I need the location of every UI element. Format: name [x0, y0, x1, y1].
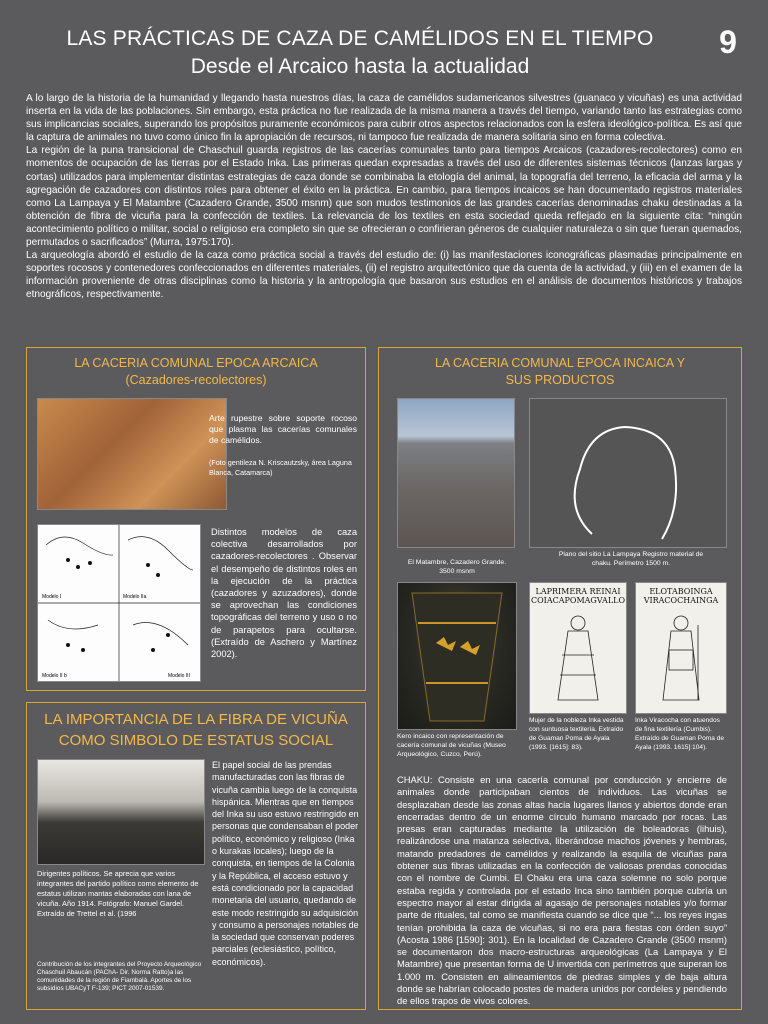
la-lampaya-plan: [529, 398, 727, 548]
model-label-4: Modelo III: [168, 673, 190, 679]
intro-text: [26, 92, 742, 302]
inca-viracocha-caption: Inka Viracocha con atuendos de fina textilería (Cumbis). Extraído de Guaman Poma de Ayala (1993. 1615]:104).: [635, 717, 725, 751]
la-lampaya-caption: Plano del sitio La Lampaya Registro material de chaku. Perímetro 1500 m.: [558, 551, 704, 567]
model-label-1: Modelo I: [42, 594, 62, 600]
page-number: 9: [719, 24, 737, 60]
politicians-photo: [37, 759, 205, 865]
el-matambre-photo: [397, 398, 515, 548]
fibra-title: LA IMPORTANCIA DE LA FIBRA DE VICUÑA: [44, 711, 348, 728]
politicians-caption: Dirigentes políticos. Se aprecia que varios integrantes del partido político como elemento de estatus utilizan mantas elaboradas con lana de vicuña. Año 1914. Fotógrafo: Manuel Gardel. Extraído de Trettel et al. (1996: [37, 869, 199, 918]
project-credits: Contribución de los integrantes del Proyecto Arqueológico Chaschuil Abaucán (PAChA- Dir. Norma Ratto)a las comunidades de la región de Fiambalá. Aportes de los subsidios UBACyT F-139; PICT 2007-01539.: [37, 961, 202, 992]
incaica-title: LA CACERIA COMUNAL EPOCA INCAICA Y: [434, 356, 686, 370]
chaku-text: CHAKU: Consiste en una cacería comunal por conducción y encierre de animales donde participaban cientos de individuos. Las vicuñas se desplazaban desde las zonas altas hacia lugares llanos y abiertos donde eran encerradas dentro de un enorme círculo humano marcado por rocas. Las presas eran capturadas mediante la utilización de boleadoras (lihuis), realizándose una matanza selectiva, liberándose machos jóvenes y hembras, matando predadores de camélidos y realizando la esquila de vicuñas para obtener sus fibras utilizadas en la confección de valiosas prendas conocidas con el nombre de Cumbi. El Chaku era una caza solemne no solo porque estaba regida y controlada por el estado Inca sino también porque cubría un espectro mayor al estar dirigida al agasajo de personajes notables y/o formar parte de rituales, tal como se manifiesta cuando se dice que “... los reyes ingas tenían prohibida la caza de vicuñas, si no era para fiestas con órden suyo” (Acosta 1986 [1590]: 301). En la localidad de Cazadero Grande (3500 msnm) se documentaron dos macro-estructuras arqueológicas (La Lampaya y El Matambre) que presentan forma de U invertida con perímetros que superan los 1.000 m. Consisten en alineamientos de piedras simples y de baja altura donde se habrían colocado postes de madera unidos por cordeles y pendiendo de ellos trapos de vivos colores.: [397, 774, 727, 1007]
panel-arcaica: [26, 347, 366, 691]
incaica-subtitle: SUS PRODUCTOS: [505, 373, 615, 387]
inca-viracocha-drawing: [635, 582, 727, 714]
arcaica-title: LA CACERIA COMUNAL EPOCA ARCAICA: [74, 356, 318, 370]
intro-paragraph-3: La arqueología abordó el estudio de la caza como práctica social a través del estudio de: (i) las manifestaciones iconográficas plasmadas principalmente en soportes rocosos y contenedores confeccionados en diferentes materiales, (ii) el registro arquitectónico que da cuenta de la actividad, y (iii) en el examen de la información proveniente de otras disciplinas como la historia y la antropología que basaron sus estudios en el análisis de documentos históricos y trabajos etnográficos, respectivamente.: [26, 250, 742, 301]
kero-caption: Kero incaico con representación de cacería comunal de vicuñas (Museo Arqueológico, Cuzco, Perú).: [397, 733, 506, 758]
poster-subtitle: Desde el Arcaico hasta la actualidad: [190, 55, 530, 78]
kero-photo: [397, 582, 517, 730]
noble-woman-drawing: [529, 582, 627, 714]
rock-art-caption: Arte rupestre sobre soporte rocoso que plasma las cacerías comunales de camélidos.: [209, 413, 357, 445]
el-matambre-caption: El Matambre, Cazadero Grande. 3500 msnm: [407, 559, 507, 575]
panel-incaica: [378, 347, 742, 1010]
rock-art-credit: (Foto gentileza N. Kriscautzsky, área Laguna Blanca, Catamarca): [209, 458, 352, 477]
manuscript-heading-1: LAPRIMERA REINAI COIACAPOMAGVALLO: [530, 587, 625, 605]
fibra-body: El papel social de las prendas manufacturadas con las fibras de vicuña cambia luego de la conquista hispánica. Mientras que en tiempos del Inka su uso estuvo restringido en personas que condensaban el poder político, económico y religioso (Inka o kurakas locales); luego de la conquista, en tiempos de la Colonia y la República, el acceso estuvo y está condicionado por la capacidad monetaria del usuario, quedando de este modo restringido su adquisición y consumo a personajes notables de la sociedad que conservan poderes parciales (eclesiástico, político, económicos).: [212, 760, 359, 967]
intro-paragraph-2: La región de la puna transicional de Chaschuil guarda registros de las cacerías comunales tanto para tiempos Arcaicos (cazadores-recolectores) como en momentos de ocupación de las tierras por el Estado Inka. Las primeras quedan expresadas a través del uso de diferentes sistemas técnicos (lanzas largas y cortas) utilizados para implementar distintas estrategias de caza donde se combinaba la etología del animal, la topografía del terreno, la eficacia del arma y la agregación de cazadores con distintos roles para obtener el éxito en la práctica. En cambio, para tiempos incaicos se han documentado registros materiales como La Lampaya y El Matambre (Cazadero Grande, 3500 msnm) que son mudos testimonios de las grandes cacerías denominadas chaku destinadas a la obtención de fibra de vicuña para la confección de textiles. La relevancia de los textiles en esta sociedad queda reflejado en la siguiente cita: “ningún acontecimiento político o militar, social o religioso era completo sin que se ofrecieran o confirieran géneros de cualquier naturaleza o sin que fueran quemados, permutados o sacrificados” (Murra, 1975:170).: [26, 145, 742, 249]
manuscript-heading-2: ELOTABOINGA VIRACOCHAINGA: [643, 587, 719, 605]
hunting-models-diagram: [37, 524, 201, 682]
noble-woman-caption: Mujer de la nobleza Inka vestida con suntuosa textilería. Extraído de Guaman Poma de Ayala (1993. [1615]: 83).: [529, 717, 624, 751]
arcaica-subtitle: (Cazadores-recolectores): [125, 373, 267, 387]
hunting-models-text: Distintos modelos de caza colectiva desarrollados por cazadores-recolectores . Observar el desempeño de distintos roles en la ejecución de la práctica (cazadores y azuzadores), donde se aprovechan las condiciones topográficas del terreno y uso o no de parapetos para ocultarse. (Extraído de Aschero y Martínez 2002).: [211, 527, 357, 660]
panel-fibra: [26, 702, 366, 1010]
model-label-2: Modelo IIa: [123, 594, 147, 600]
intro-paragraph-1: A lo largo de la historia de la humanidad y llegando hasta nuestros días, la caza de camélidos sudamericanos silvestres (guanaco y vicuñas) es una actividad inserta en la vida de las poblaciones. Sin embargo, esta práctica no fue realizada de la misma manera a través del tiempo, variando tanto las estrategias como sus implicancias sociales, superando los propósitos puramente económicos para cubrir otros aspectos relacionados con la esfera ideológico-política. Es así que la captura de animales no tuvo como único fin la apropiación de recursos, ni tampoco fue realizada de manera solitaria sino en forma colectiva.: [26, 93, 742, 144]
poster-title: LAS PRÁCTICAS DE CAZA DE CAMÉLIDOS EN EL TIEMPO: [66, 27, 654, 50]
rock-art-photo: [37, 398, 227, 510]
model-label-3: Modelo II b: [42, 673, 67, 679]
fibra-subtitle: COMO SIMBOLO DE ESTATUS SOCIAL: [58, 732, 334, 749]
